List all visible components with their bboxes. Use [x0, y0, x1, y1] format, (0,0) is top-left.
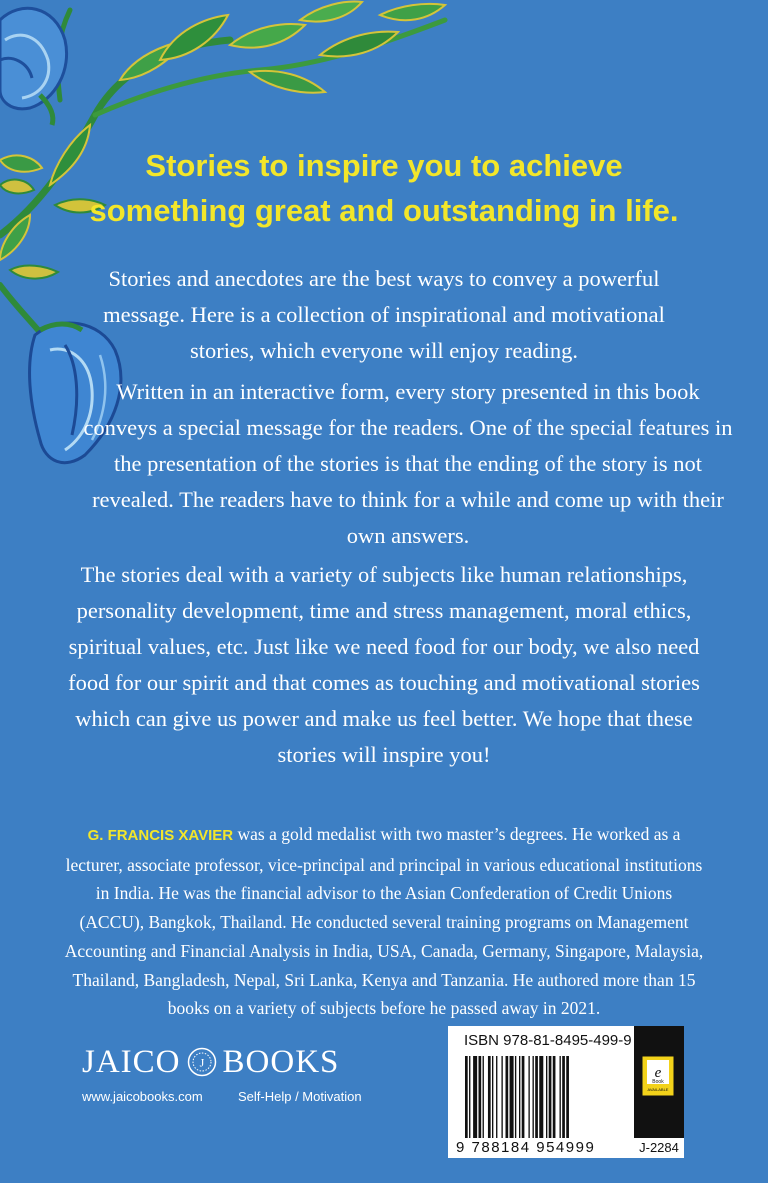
blurb-paragraph-2: Written in an interactive form, every story presented in this book conveys a special message for the readers. One of the special features in the presentation of the stories is that the ending of the story is not revealed. The readers have to think for a while and come up with their own answers. [83, 379, 733, 548]
barcode-bar [562, 1056, 565, 1138]
barcode-bar [566, 1056, 569, 1138]
barcode-bar [522, 1056, 525, 1138]
barcode-bar [488, 1056, 491, 1138]
book-code: J-2284 [634, 1138, 684, 1158]
publisher-name-left: JAICO [82, 1044, 181, 1080]
jaico-emblem-letter: J [199, 1055, 204, 1070]
isbn-barcode-panel [448, 1026, 684, 1158]
headline [60, 143, 708, 233]
ebook-badge-subtext: AVAILABLE [647, 1087, 669, 1092]
blurb-paragraph-3: The stories deal with a variety of subjects like human relationships, personality development, time and stress management, moral ethics, spiritual values, etc. Just like we need food for our body, we also need food for our spirit and that comes as touching and motivational stories which can give us power and make us feel better. We hope that these stories will inspire you! [68, 562, 700, 767]
author-bio [64, 820, 704, 1023]
ebook-available-icon [642, 1056, 674, 1096]
barcode-bar [553, 1056, 556, 1138]
barcode-digits: 9 788184 954999 [456, 1139, 596, 1156]
barcode-bar [496, 1056, 497, 1138]
publisher-logo [82, 1042, 339, 1082]
publisher-name-right: BOOKS [222, 1044, 340, 1080]
author-bio-text: was a gold medalist with two master’s degrees. He worked as a lecturer, associate professor, vice-principal and principal in various educational institutions in India. He was the financial advisor to the Asian Confederation of Credit Unions (ACCU), Bangkok, Thailand. He conducted several training programs on Management Accounting and Financial Analysis in India, USA, Canada, Germany, Singapore, Malaysia, Thailand, Bangladesh, Nepal, Sri Lanka, Kenya and Tanzania. He authored more than 15 books on a variety of subjects before he passed away in 2021. [64, 824, 704, 1019]
barcode-bar [492, 1056, 493, 1138]
barcode-bar [560, 1056, 561, 1138]
jaico-emblem-icon [187, 1047, 217, 1077]
barcode-bar [528, 1056, 529, 1138]
barcode-bar [539, 1056, 543, 1138]
publisher-website: www.jaicobooks.com [82, 1089, 203, 1104]
barcode-bar [535, 1056, 538, 1138]
isbn-number: ISBN 978-81-8495-499-9 [464, 1032, 632, 1049]
barcode-bar [501, 1056, 502, 1138]
barcode-bar [519, 1056, 520, 1138]
ebook-badge-text: Book [652, 1079, 664, 1085]
barcode-bar [469, 1056, 470, 1138]
barcode-bar [465, 1056, 468, 1138]
barcode-bar [473, 1056, 477, 1138]
headline-line-1: Stories to inspire you to achieve [145, 148, 623, 183]
barcode-bar [533, 1056, 534, 1138]
barcode-bar [483, 1056, 484, 1138]
barcode-bar [506, 1056, 509, 1138]
barcode-bar [549, 1056, 552, 1138]
book-category: Self-Help / Motivation [238, 1089, 362, 1104]
headline-line-2: something great and outstanding in life. [89, 193, 679, 228]
barcode [464, 1056, 628, 1138]
ebook-badge-letter: e [654, 1065, 662, 1081]
barcode-bar [546, 1056, 547, 1138]
blurb-paragraph-1: Stories and anecdotes are the best ways to convey a powerful message. Here is a collection of inspirational and motivational stories, which everyone will enjoy reading. [103, 266, 665, 363]
barcode-bar [510, 1056, 514, 1138]
barcode-bar [479, 1056, 482, 1138]
barcode-bar [515, 1056, 516, 1138]
author-name: G. FRANCIS XAVIER [87, 827, 234, 844]
